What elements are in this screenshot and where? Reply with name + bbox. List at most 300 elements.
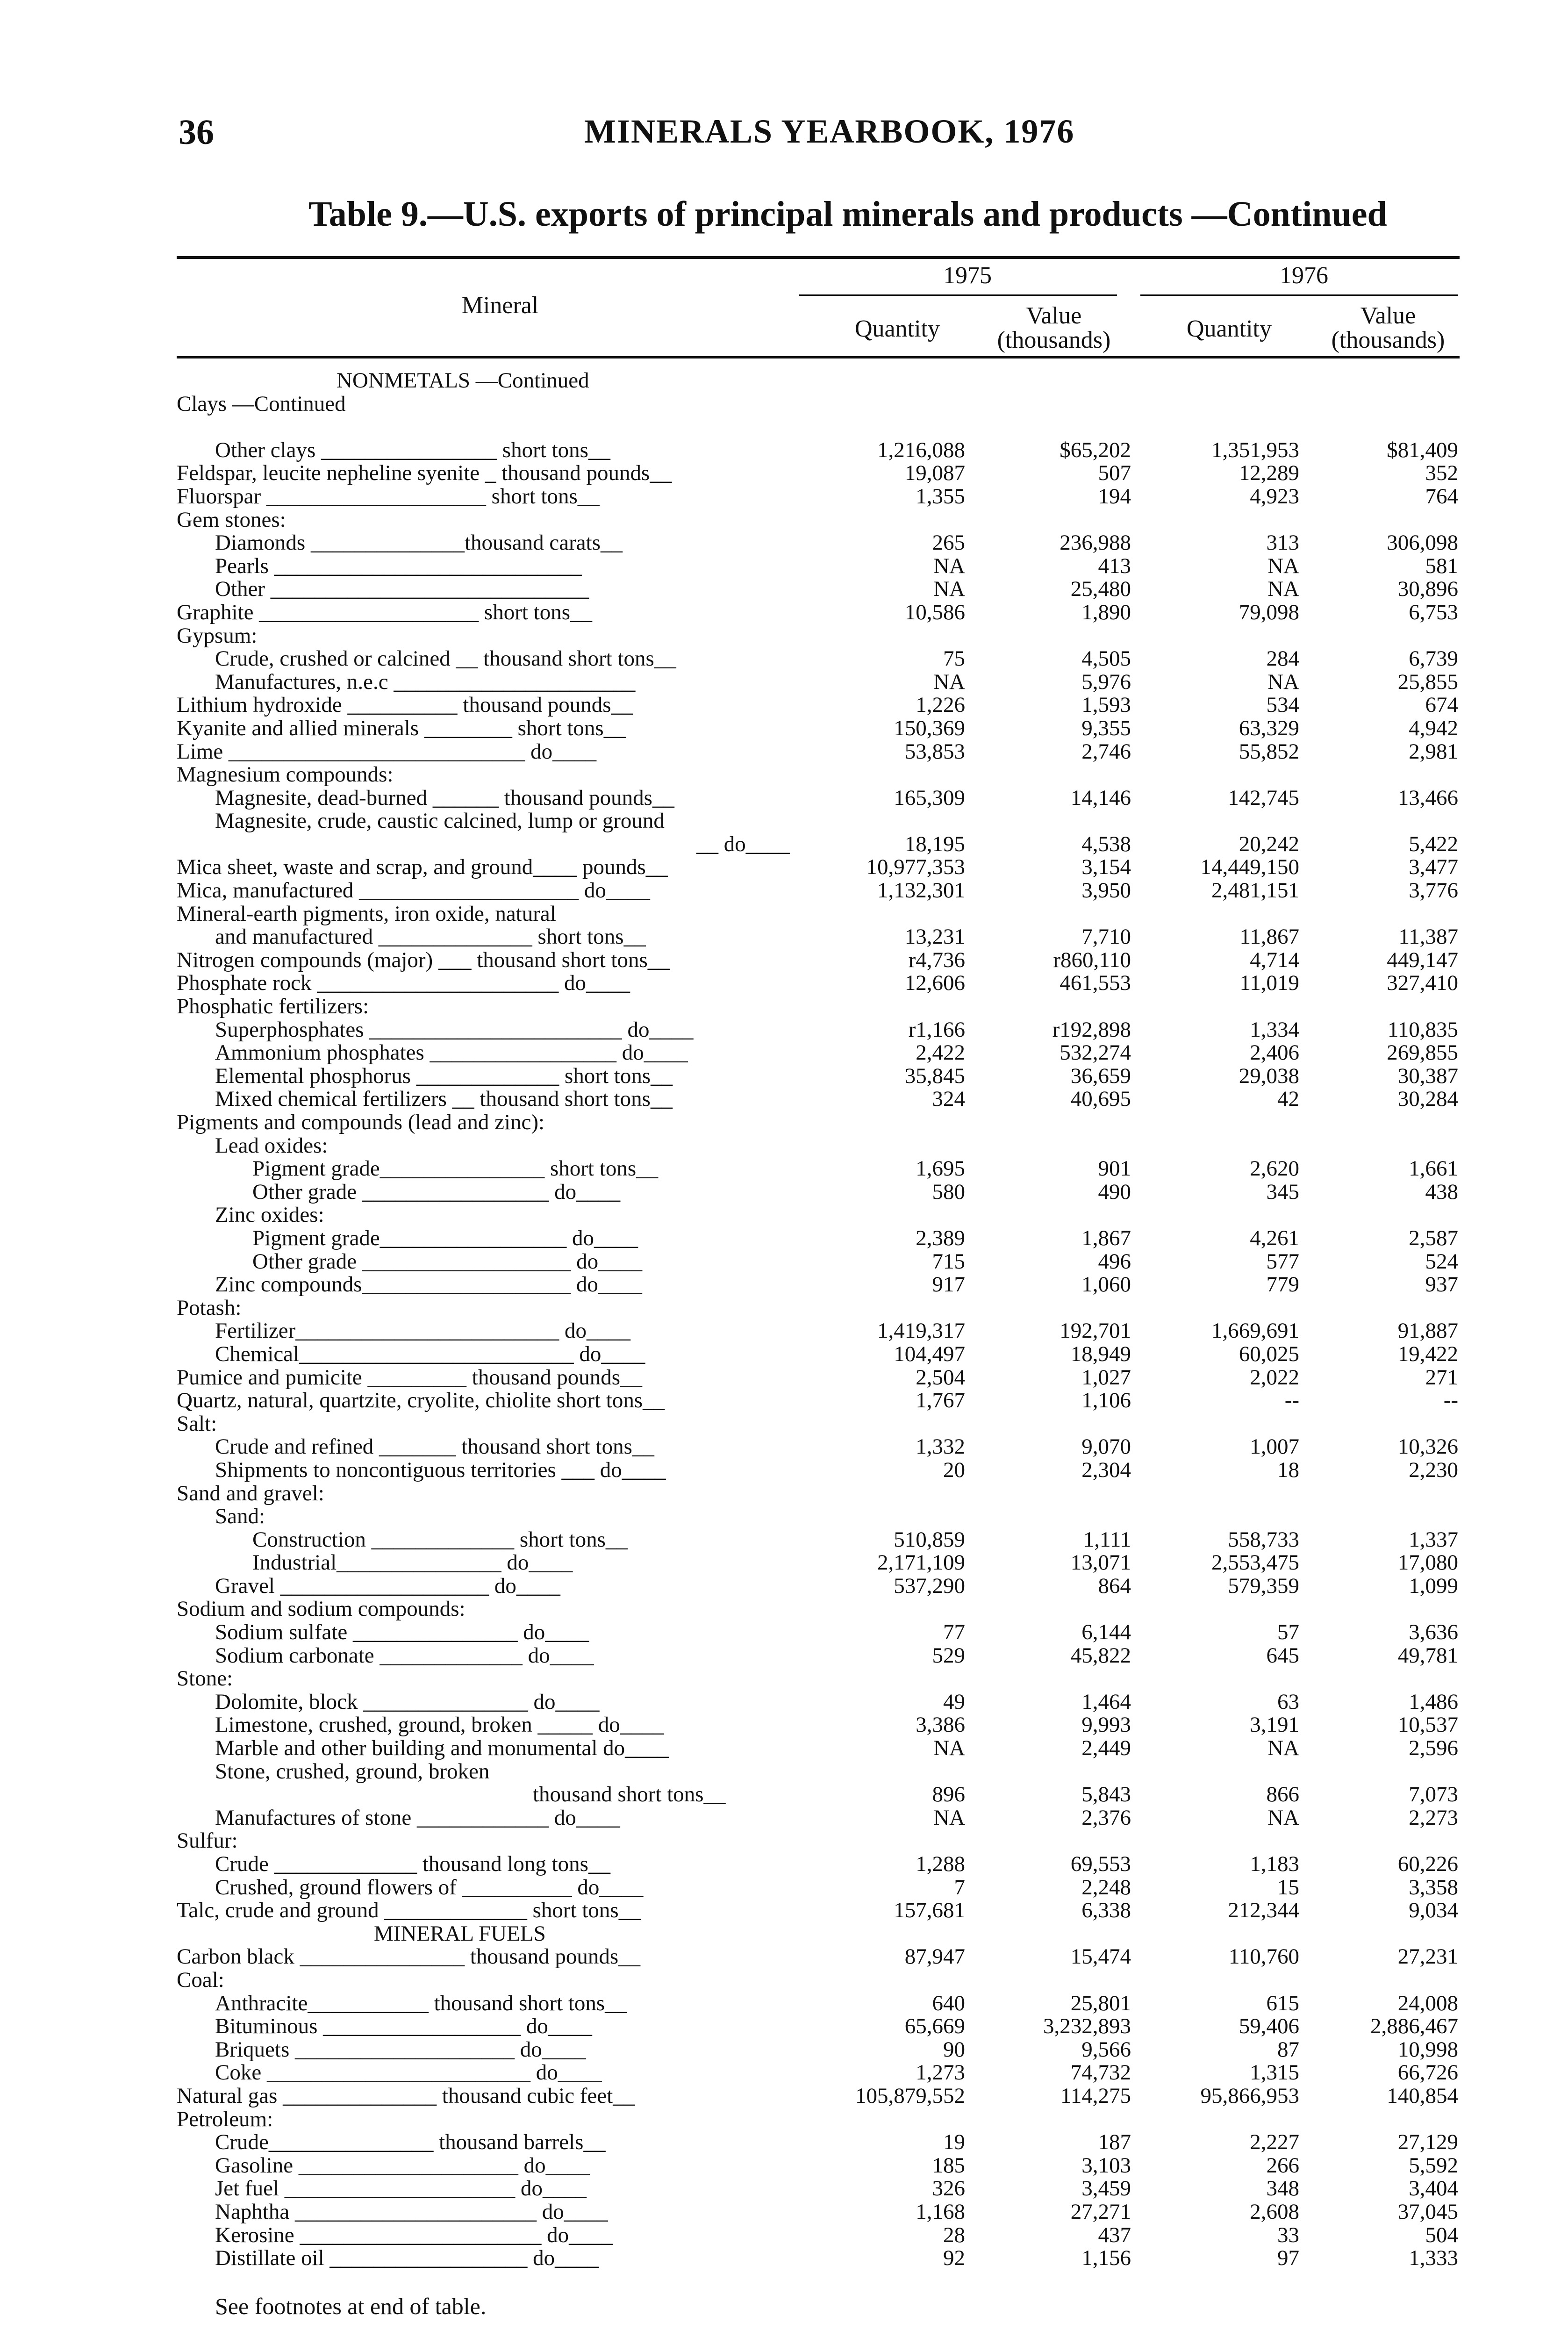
group-heading-row: [0, 903, 1568, 926]
quantity-1975-cell: 2,504: [916, 1365, 965, 1390]
value-1975-header: [974, 304, 1133, 352]
quantity-1975-cell: 3,386: [916, 1713, 965, 1737]
quantity-1976-cell: 11,019: [1239, 971, 1299, 996]
value-1976-cell: 9,034: [1409, 1898, 1458, 1923]
row-label: Pigments and compounds (lead and zinc):: [177, 1110, 545, 1134]
value-1976-cell: 1,486: [1409, 1689, 1458, 1714]
quantity-1975-cell: 2,422: [916, 1040, 965, 1065]
value-1975-cell: r860,110: [1053, 947, 1131, 972]
table-row: [0, 2201, 1568, 2224]
row-label: Kerosine ______________________ do____: [215, 2222, 613, 2247]
table-row: [0, 462, 1568, 485]
row-label: __ do____: [696, 832, 790, 856]
row-label: Sulfur:: [177, 1828, 238, 1853]
row-label: Fluorspar ____________________ short tons__: [177, 484, 600, 509]
value-1975-cell: 187: [1098, 2130, 1131, 2155]
value-1976-cell: 764: [1425, 484, 1458, 509]
quantity-1975-cell: 1,288: [916, 1852, 965, 1876]
value-1975-cell: 1,464: [1081, 1689, 1131, 1714]
quantity-1975-cell: 12,606: [904, 971, 965, 996]
value-1976-cell: 10,998: [1397, 2037, 1458, 2062]
table-row: [0, 879, 1568, 903]
value-1975-cell: 74,732: [1070, 2060, 1131, 2085]
value-1976-cell: 269,855: [1387, 1040, 1458, 1065]
value-1975-cell: 413: [1098, 553, 1131, 578]
group-heading-row: [0, 1969, 1568, 1992]
value-1975-cell: 901: [1098, 1156, 1131, 1181]
row-label: Crushed, ground flowers of __________ do____: [215, 1875, 644, 1900]
row-label: Sodium sulfate _______________ do____: [215, 1620, 589, 1645]
row-label: Chemical_________________________ do____: [215, 1341, 645, 1366]
value-1976-cell: 66,726: [1397, 2060, 1458, 2085]
row-label: Sodium and sodium compounds:: [177, 1597, 465, 1621]
row-label: Potash:: [177, 1295, 242, 1320]
section-label: MINERAL FUELS: [374, 1921, 546, 1946]
row-label: Gasoline ____________________ do____: [215, 2153, 590, 2178]
row-label: Manufactures, n.e.c ______________________: [215, 669, 636, 694]
value-1975-cell: 194: [1098, 484, 1131, 509]
table-row: [0, 1876, 1568, 1900]
quantity-1975-cell: 19,087: [904, 461, 965, 486]
running-title: MINERALS YEARBOOK, 1976: [584, 113, 1075, 150]
quantity-1975-cell: 537,290: [894, 1573, 965, 1598]
quantity-1976-cell: NA: [1267, 577, 1299, 602]
row-label: Other grade _________________ do____: [252, 1179, 621, 1204]
quantity-1976-cell: 534: [1266, 693, 1299, 717]
quantity-1976-cell: 212,344: [1228, 1898, 1299, 1923]
group-heading-row: [0, 763, 1568, 787]
row-label: Ammonium phosphates _________________ do____: [215, 1040, 688, 1065]
value-1976-cell: 10,537: [1397, 1713, 1458, 1737]
row-label: Distillate oil __________________ do____: [215, 2246, 599, 2271]
row-label: thousand short tons__: [533, 1782, 726, 1807]
value-1976-cell: 937: [1425, 1272, 1458, 1297]
quantity-1976-cell: 779: [1266, 1272, 1299, 1297]
group-heading-row: [0, 1598, 1568, 1621]
quantity-1975-cell: 10,977,353: [866, 855, 965, 880]
table-row: [0, 949, 1568, 972]
quantity-1975-cell: 7: [954, 1875, 965, 1900]
value-1975-cell: 18,949: [1070, 1341, 1131, 1366]
group-heading-row: [0, 509, 1568, 532]
row-label: Mixed chemical fertilizers __ thousand short tons__: [215, 1087, 673, 1111]
value-1975-cell: 1,111: [1083, 1527, 1131, 1552]
row-label: Graphite ____________________ short tons__: [177, 600, 593, 624]
quantity-1976-cell: 3,191: [1250, 1713, 1299, 1737]
value-1976-cell: 5,422: [1409, 832, 1458, 856]
value-1976-cell: 30,387: [1397, 1063, 1458, 1088]
row-label: Anthracite___________ thousand short tons__: [215, 1991, 627, 2015]
quantity-1975-cell: 326: [932, 2176, 965, 2201]
table-body: [0, 369, 1568, 2270]
quantity-1975-cell: 2,171,109: [877, 1550, 965, 1575]
value-1975-cell: 2,376: [1081, 1805, 1131, 1830]
value-1976-cell: 110,835: [1387, 1017, 1458, 1042]
value-1976-cell: 1,337: [1409, 1527, 1458, 1552]
value-1976-cell: 3,477: [1409, 855, 1458, 880]
row-label: Crude _____________ thousand long tons__: [215, 1852, 610, 1876]
quantity-1976-cell: --: [1284, 1388, 1299, 1413]
row-label: Pumice and pumicite _________ thousand pounds__: [177, 1365, 643, 1390]
value-1976-cell: 49,781: [1397, 1643, 1458, 1668]
value-1976-cell: 30,896: [1397, 577, 1458, 602]
table-row: [0, 1575, 1568, 1598]
table-row: [0, 1992, 1568, 2015]
value-1976-cell: 30,284: [1397, 1087, 1458, 1111]
value-1975-cell: 2,248: [1081, 1875, 1131, 1900]
row-label: Superphosphates _______________________ do____: [215, 1017, 694, 1042]
quantity-1976-cell: 20,242: [1239, 832, 1299, 856]
row-label: Pigment grade_________________ do____: [252, 1226, 638, 1250]
quantity-1975-cell: r4,736: [908, 947, 965, 972]
value-1975-cell: 4,505: [1081, 646, 1131, 671]
quantity-1975-cell: 77: [943, 1620, 965, 1645]
value-1976-cell: 2,273: [1409, 1805, 1458, 1830]
quantity-1975-cell: 75: [943, 646, 965, 671]
page-number: 36: [179, 113, 214, 152]
quantity-1975-cell: 580: [932, 1179, 965, 1204]
quantity-1976-cell: NA: [1267, 553, 1299, 578]
table-row: [0, 2247, 1568, 2270]
quantity-1975-cell: NA: [933, 553, 965, 578]
value-1975-cell: 69,553: [1070, 1852, 1131, 1876]
value-1975-cell: 4,538: [1081, 832, 1131, 856]
value-1975-header-line2: (thousands): [997, 327, 1111, 353]
value-1976-cell: 6,739: [1409, 646, 1458, 671]
quantity-1976-cell: 2,406: [1250, 1040, 1299, 1065]
value-1976-cell: 60,226: [1397, 1852, 1458, 1876]
table-row: [0, 601, 1568, 624]
quantity-1976-cell: 1,669,691: [1211, 1319, 1299, 1343]
table-row: [0, 856, 1568, 879]
value-1975-cell: 1,867: [1081, 1226, 1131, 1250]
section-heading-row: [0, 1922, 1568, 1946]
quantity-1976-cell: 313: [1266, 530, 1299, 555]
row-label: Kyanite and allied minerals ________ short tons__: [177, 716, 626, 740]
quantity-1975-cell: 49: [943, 1689, 965, 1714]
year-1976-header: 1976: [1280, 262, 1328, 289]
quantity-1975-cell: 510,859: [894, 1527, 965, 1552]
value-1975-cell: 25,801: [1070, 1991, 1131, 2015]
group-heading-row: [0, 1297, 1568, 1320]
value-1975-cell: 1,106: [1081, 1388, 1131, 1413]
quantity-1975-cell: 92: [943, 2246, 965, 2271]
quantity-1976-cell: 29,038: [1239, 1063, 1299, 1088]
quantity-1975-cell: 18,195: [904, 832, 965, 856]
row-label: Petroleum:: [177, 2107, 273, 2131]
quantity-1976-cell: NA: [1267, 1805, 1299, 1830]
table-row: [0, 2015, 1568, 2038]
quantity-1976-cell: 1,183: [1250, 1852, 1299, 1876]
table-row: [0, 2177, 1568, 2201]
group-heading-row: [0, 1204, 1568, 1227]
table-row: [0, 1528, 1568, 1552]
quantity-1975-cell: 10,586: [904, 600, 965, 624]
value-1976-cell: 10,326: [1397, 1434, 1458, 1459]
value-1976-cell: 504: [1425, 2222, 1458, 2247]
row-label: Magnesite, dead-burned ______ thousand pounds__: [215, 785, 674, 810]
quantity-1975-cell: NA: [933, 669, 965, 694]
quantity-1976-cell: 345: [1266, 1179, 1299, 1204]
table-row: [0, 1343, 1568, 1366]
row-label: Limestone, crushed, ground, broken _____ do____: [215, 1713, 664, 1737]
value-1976-cell: 2,596: [1409, 1736, 1458, 1761]
value-1975-cell: 1,593: [1081, 693, 1131, 717]
quantity-1975-header: Quantity: [855, 315, 940, 342]
value-1976-cell: 524: [1425, 1249, 1458, 1274]
value-1975-cell: 15,474: [1070, 1944, 1131, 1969]
table-row: [0, 671, 1568, 694]
quantity-1976-cell: 4,714: [1250, 947, 1299, 972]
row-label: Carbon black _______________ thousand pounds__: [177, 1944, 641, 1969]
quantity-1976-cell: 95,866,953: [1200, 2083, 1299, 2108]
value-1975-cell: r192,898: [1052, 1017, 1131, 1042]
value-1976-header-line1: Value: [1360, 302, 1416, 329]
mineral-column-header: Mineral: [461, 292, 539, 319]
group-heading-row: [0, 1134, 1568, 1158]
table-row: [0, 1227, 1568, 1250]
quantity-1975-cell: 1,355: [916, 484, 965, 509]
table-row: [0, 2085, 1568, 2108]
value-1976-header: [1309, 304, 1468, 352]
value-1975-cell: 5,843: [1081, 1782, 1131, 1807]
quantity-1976-cell: 866: [1266, 1782, 1299, 1807]
quantity-1976-cell: 57: [1277, 1620, 1299, 1645]
row-label: Crude_______________ thousand barrels__: [215, 2130, 606, 2155]
value-1975-cell: 2,449: [1081, 1736, 1131, 1761]
table-row: [0, 1691, 1568, 1714]
table-row: [0, 1435, 1568, 1459]
quantity-1975-cell: NA: [933, 577, 965, 602]
quantity-1975-cell: NA: [933, 1805, 965, 1830]
row-label: Magnesite, crude, caustic calcined, lump or ground: [215, 809, 665, 833]
row-label: Phosphatic fertilizers:: [177, 994, 369, 1019]
table-row: [0, 1088, 1568, 1111]
value-1976-cell: 91,887: [1397, 1319, 1458, 1343]
quantity-1975-cell: 265: [932, 530, 965, 555]
quantity-1975-cell: 90: [943, 2037, 965, 2062]
group-heading-row: [0, 1482, 1568, 1505]
quantity-1976-cell: 2,608: [1250, 2199, 1299, 2224]
table-row: [0, 925, 1568, 949]
quantity-1975-cell: r1,166: [908, 1017, 965, 1042]
row-label: Naphtha ______________________ do____: [215, 2199, 608, 2224]
table-row: [0, 485, 1568, 509]
quantity-1976-cell: 60,025: [1239, 1341, 1299, 1366]
table-row: [0, 1389, 1568, 1412]
group-heading-row: [0, 1667, 1568, 1691]
row-label: Quartz, natural, quartzite, cryolite, chiolite short tons__: [177, 1388, 665, 1413]
value-1975-cell: 5,976: [1081, 669, 1131, 694]
footnote: See footnotes at end of table.: [215, 2293, 487, 2319]
row-label: Mica sheet, waste and scrap, and ground____ pounds__: [177, 855, 668, 880]
table-row: [0, 2131, 1568, 2154]
row-label: Manufactures of stone ____________ do____: [215, 1805, 620, 1830]
row-label: Mica, manufactured ____________________ do____: [177, 878, 650, 903]
row-label: Crude, crushed or calcined __ thousand short tons__: [215, 646, 676, 671]
quantity-1976-cell: 14,449,150: [1200, 855, 1299, 880]
value-1975-cell: 6,338: [1081, 1898, 1131, 1923]
table-row: [0, 1018, 1568, 1042]
row-label: Bituminous __________________ do____: [215, 2014, 592, 2039]
value-1976-cell: 306,098: [1387, 530, 1458, 555]
table-row: [0, 972, 1568, 995]
quantity-1976-cell: 1,351,953: [1211, 437, 1299, 462]
table-row: [0, 1621, 1568, 1644]
quantity-1976-cell: 2,620: [1250, 1156, 1299, 1181]
quantity-1975-cell: 1,419,317: [877, 1319, 965, 1343]
row-label: Marble and other building and monumental do____: [215, 1736, 669, 1761]
table-row: [0, 531, 1568, 555]
quantity-1975-cell: 917: [932, 1272, 965, 1297]
year-1975-rule: [799, 294, 1117, 296]
table-row: [0, 578, 1568, 601]
value-1976-cell: 11,387: [1398, 925, 1458, 949]
value-1975-cell: 496: [1098, 1249, 1131, 1274]
quantity-1976-cell: NA: [1267, 1736, 1299, 1761]
row-label: Crude and refined _______ thousand short tons__: [215, 1434, 654, 1459]
row-label: Sodium carbonate _____________ do____: [215, 1643, 594, 1668]
quantity-1975-cell: 13,231: [904, 925, 965, 949]
group-heading-row: [0, 624, 1568, 648]
value-1976-cell: 327,410: [1387, 971, 1458, 996]
table-row: [0, 1319, 1568, 1343]
quantity-1976-cell: 4,261: [1250, 1226, 1299, 1250]
value-1976-cell: 1,333: [1409, 2246, 1458, 2271]
value-1975-cell: 45,822: [1070, 1643, 1131, 1668]
quantity-1975-cell: 28: [943, 2222, 965, 2247]
quantity-1976-cell: 2,227: [1250, 2130, 1299, 2155]
quantity-1975-cell: 1,273: [916, 2060, 965, 2085]
row-label: Lithium hydroxide __________ thousand pounds__: [177, 693, 633, 717]
value-1976-cell: 449,147: [1387, 947, 1458, 972]
quantity-1976-cell: 79,098: [1239, 600, 1299, 624]
row-label: Coal:: [177, 1967, 224, 1992]
table-row: [0, 1366, 1568, 1390]
table-row: [0, 1181, 1568, 1204]
value-1976-cell: 674: [1425, 693, 1458, 717]
table-row: [0, 1644, 1568, 1668]
value-1976-cell: 5,592: [1409, 2153, 1458, 2178]
value-1975-cell: 2,304: [1081, 1457, 1131, 1482]
quantity-1975-cell: 157,681: [894, 1898, 965, 1923]
table-row: [0, 1783, 1568, 1807]
value-1975-cell: 3,154: [1081, 855, 1131, 880]
quantity-1976-cell: 97: [1277, 2246, 1299, 2271]
quantity-1976-cell: 11,867: [1239, 925, 1299, 949]
row-label: Lead oxides:: [215, 1133, 328, 1158]
table-row: [0, 1157, 1568, 1181]
quantity-1975-cell: 1,132,301: [877, 878, 965, 903]
value-1976-cell: 581: [1425, 553, 1458, 578]
value-1976-cell: 27,231: [1397, 1944, 1458, 1969]
value-1975-cell: 25,480: [1070, 577, 1131, 602]
value-1975-cell: 1,156: [1081, 2246, 1131, 2271]
value-1976-cell: 7,073: [1409, 1782, 1458, 1807]
quantity-1975-cell: 324: [932, 1087, 965, 1111]
quantity-1975-cell: 105,879,552: [855, 2083, 965, 2108]
value-1976-cell: 3,636: [1409, 1620, 1458, 1645]
quantity-1975-cell: 640: [932, 1991, 965, 2015]
value-1976-cell: 19,422: [1397, 1341, 1458, 1366]
row-label: and manufactured ______________ short tons__: [215, 925, 646, 949]
value-1975-cell: 490: [1098, 1179, 1131, 1204]
row-label: Zinc oxides:: [215, 1203, 324, 1227]
quantity-1976-cell: 55,852: [1239, 739, 1299, 764]
quantity-1976-cell: 87: [1277, 2037, 1299, 2062]
row-label: Zinc compounds___________________ do____: [215, 1272, 642, 1297]
row-label: Sand and gravel:: [177, 1481, 324, 1505]
table-row: [0, 1713, 1568, 1737]
value-1976-cell: 352: [1425, 461, 1458, 486]
group-heading-row: [0, 393, 1568, 416]
quantity-1976-cell: 63: [1277, 1689, 1299, 1714]
value-1975-cell: 114,275: [1060, 2083, 1131, 2108]
value-1975-cell: 40,695: [1070, 1087, 1131, 1111]
table-row: [0, 2061, 1568, 2085]
row-label: Stone, crushed, ground, broken: [215, 1759, 490, 1784]
quantity-1975-cell: 87,947: [904, 1944, 965, 1969]
row-label: Nitrogen compounds (major) ___ thousand short tons__: [177, 947, 670, 972]
quantity-1975-cell: 19: [943, 2130, 965, 2155]
quantity-1975-cell: 35,845: [904, 1063, 965, 1088]
value-1975-cell: 7,710: [1081, 925, 1131, 949]
value-1976-cell: 4,942: [1409, 716, 1458, 740]
quantity-1976-cell: 42: [1277, 1087, 1299, 1111]
row-label: Lime ___________________________ do____: [177, 739, 597, 764]
table-row: [0, 1737, 1568, 1760]
value-1976-cell: 24,008: [1397, 1991, 1458, 2015]
group-heading-row: [0, 1111, 1568, 1134]
quantity-1976-cell: 1,315: [1250, 2060, 1299, 2085]
group-heading-row: [0, 810, 1568, 833]
group-heading-row: [0, 1505, 1568, 1528]
quantity-1975-cell: 1,168: [916, 2199, 965, 2224]
quantity-1975-cell: 20: [943, 1457, 965, 1482]
value-1976-cell: 140,854: [1387, 2083, 1458, 2108]
row-label: Phosphate rock ______________________ do____: [177, 971, 630, 996]
row-label: Pearls ____________________________: [215, 553, 582, 578]
quantity-1975-cell: 185: [932, 2153, 965, 2178]
value-1975-cell: 236,988: [1060, 530, 1131, 555]
quantity-1975-cell: 896: [932, 1782, 965, 1807]
value-1976-cell: 2,230: [1409, 1457, 1458, 1482]
value-1975-cell: 1,890: [1081, 600, 1131, 624]
value-1976-cell: 3,776: [1409, 878, 1458, 903]
quantity-1976-cell: 579,359: [1228, 1573, 1299, 1598]
table-row: [0, 1853, 1568, 1876]
value-1976-cell: 25,855: [1397, 669, 1458, 694]
row-label: Fertilizer________________________ do____: [215, 1319, 631, 1343]
value-1975-cell: 1,060: [1081, 1272, 1131, 1297]
year-1975-header: 1975: [943, 262, 992, 289]
quantity-1975-cell: 1,216,088: [877, 437, 965, 462]
value-1975-cell: 3,232,893: [1043, 2014, 1131, 2039]
quantity-1976-cell: 15: [1277, 1875, 1299, 1900]
quantity-1976-cell: 4,923: [1250, 484, 1299, 509]
row-label: Pigment grade_______________ short tons__: [252, 1156, 659, 1181]
value-1975-cell: 532,274: [1060, 1040, 1131, 1065]
row-label: Shipments to noncontiguous territories ___ do____: [215, 1457, 666, 1482]
value-1975-cell: 437: [1098, 2222, 1131, 2247]
group-heading-row: [0, 416, 1568, 439]
row-label: Elemental phosphorus _____________ short tons__: [215, 1063, 673, 1088]
quantity-1975-cell: NA: [933, 1736, 965, 1761]
quantity-1976-cell: 2,553,475: [1211, 1550, 1299, 1575]
value-1975-cell: 9,070: [1081, 1434, 1131, 1459]
value-1975-cell: 27,271: [1070, 2199, 1131, 2224]
table-header-rule: [177, 356, 1460, 358]
